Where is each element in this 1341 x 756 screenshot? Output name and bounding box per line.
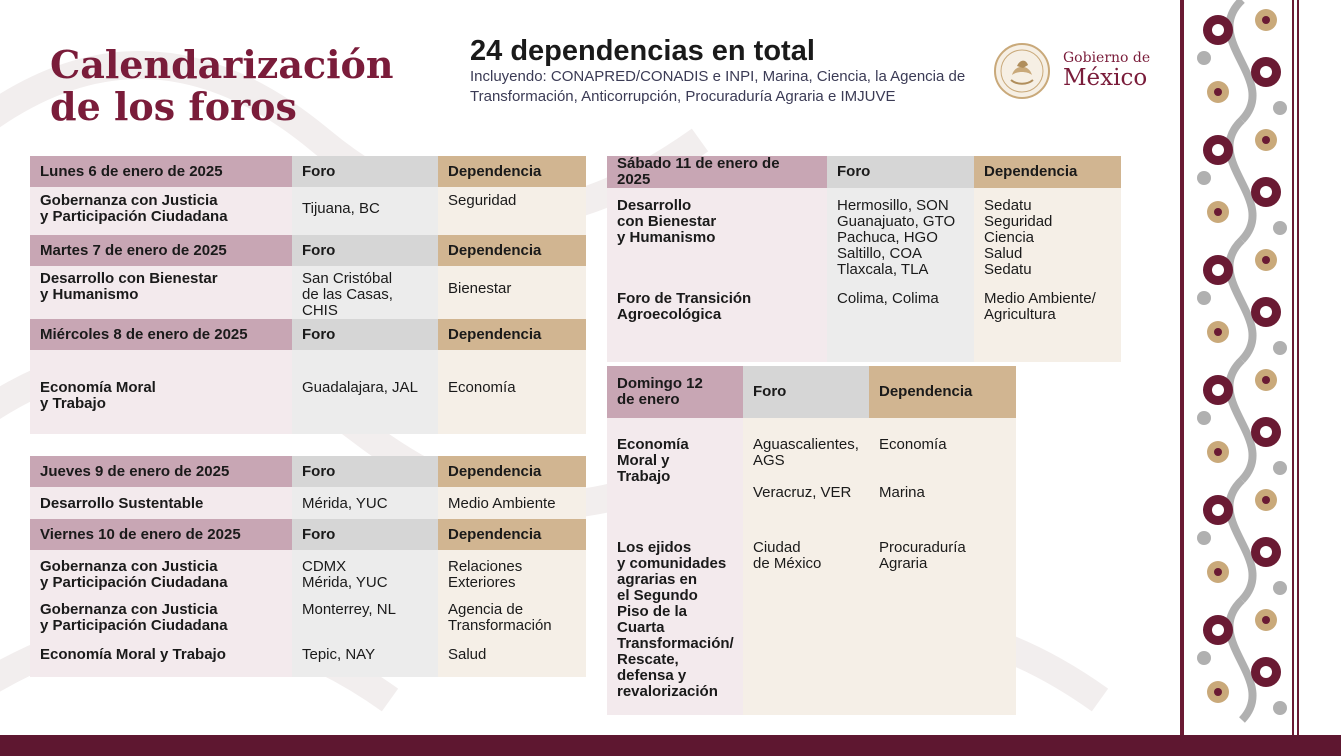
foro-header: Foro bbox=[827, 156, 974, 188]
foro-header: Foro bbox=[292, 156, 438, 187]
summary-text: Incluyendo: CONAPRED/CONADIS e INPI, Marina, Ciencia, la Agencia de Transformación, Anticorrupción, Procuraduría Agraria e IMJUVE bbox=[470, 68, 966, 105]
dependencia-header: Dependencia bbox=[438, 156, 586, 187]
schedule-table-sabado bbox=[607, 156, 1121, 362]
dependencia-cell: Seguridad bbox=[438, 187, 586, 235]
dependencia-header: Dependencia bbox=[438, 235, 586, 266]
schedule-table-left bbox=[30, 156, 586, 677]
day-header-domingo bbox=[607, 366, 1016, 418]
national-seal-icon bbox=[993, 42, 1051, 100]
foro-header: Foro bbox=[743, 366, 869, 418]
foro-cell: Guadalajara, JAL bbox=[292, 350, 438, 434]
day-header-lunes bbox=[30, 156, 586, 187]
foro-header: Foro bbox=[292, 235, 438, 266]
dependencia-header: Dependencia bbox=[438, 456, 586, 487]
day-date: Domingo 12 de enero bbox=[607, 366, 743, 418]
day-date: Martes 7 de enero de 2025 bbox=[30, 235, 292, 266]
footer-bar bbox=[0, 735, 1341, 756]
summary-heading: 24 dependencias en total bbox=[470, 35, 815, 67]
table-row bbox=[607, 291, 1121, 362]
foro-cell: Tepic, NAY bbox=[292, 644, 438, 677]
table-row bbox=[607, 418, 1016, 485]
foro-cell: CDMX Mérida, YUC bbox=[292, 550, 438, 597]
dependencia-header: Dependencia bbox=[869, 366, 1016, 418]
table-row bbox=[607, 540, 1016, 715]
tema-cell: Economía Moral y Trabajo bbox=[30, 644, 292, 677]
tema-cell: Gobernanza con Justicia y Participación Ciudadana bbox=[30, 597, 292, 644]
dependencia-header: Dependencia bbox=[438, 519, 586, 550]
day-header-miercoles bbox=[30, 319, 586, 350]
foro-cell: Ciudad de México bbox=[743, 540, 869, 715]
foro-header: Foro bbox=[292, 519, 438, 550]
logo-line-2: México bbox=[1063, 65, 1148, 91]
foro-header: Foro bbox=[292, 319, 438, 350]
tema-cell: Desarrollo Sustentable bbox=[30, 487, 292, 519]
dependencia-cell: Agencia de Transformación bbox=[438, 597, 586, 644]
day-date: Sábado 11 de enero de 2025 bbox=[607, 156, 827, 188]
foro-cell: Colima, Colima bbox=[827, 291, 974, 362]
dependencia-cell: Relaciones Exteriores bbox=[438, 550, 586, 597]
table-row bbox=[30, 266, 586, 319]
title-line-2: de los foros bbox=[50, 84, 297, 129]
foro-cell: Aguascalientes, AGS bbox=[743, 418, 869, 485]
day-date: Viernes 10 de enero de 2025 bbox=[30, 519, 292, 550]
table-row bbox=[30, 487, 586, 519]
table-row bbox=[30, 644, 586, 677]
day-header-sabado bbox=[607, 156, 1121, 188]
table-row bbox=[30, 550, 586, 597]
foro-cell: Tijuana, BC bbox=[292, 187, 438, 235]
foro-cell: Veracruz, VER bbox=[743, 485, 869, 540]
tema-cell: Desarrollo con Bienestar y Humanismo bbox=[30, 266, 292, 319]
tema-cell: Desarrollo con Bienestar y Humanismo bbox=[607, 188, 827, 291]
tema-cell: Los ejidos y comunidades agrarias en el Segundo Piso de la Cuarta Transformación/ Rescate, defensa y revalorización bbox=[607, 540, 743, 715]
tema-cell: Gobernanza con Justicia y Participación Ciudadana bbox=[30, 550, 292, 597]
foro-cell: Monterrey, NL bbox=[292, 597, 438, 644]
tema-cell: Economía Moral y Trabajo bbox=[30, 350, 292, 434]
foro-header: Foro bbox=[292, 456, 438, 487]
floral-pattern-icon bbox=[1180, 0, 1303, 735]
tema-cell bbox=[607, 485, 743, 540]
day-header-viernes bbox=[30, 519, 586, 550]
day-date: Miércoles 8 de enero de 2025 bbox=[30, 319, 292, 350]
spacer bbox=[30, 434, 586, 456]
table-row bbox=[607, 485, 1016, 540]
title-line-1: Calendarización bbox=[50, 42, 394, 87]
tema-cell: Foro de Transición Agroecológica bbox=[607, 291, 827, 362]
tema-cell: Economía Moral y Trabajo bbox=[607, 418, 743, 485]
foro-cell: San Cristóbal de las Casas, CHIS bbox=[292, 266, 438, 319]
day-header-martes bbox=[30, 235, 586, 266]
table-row bbox=[30, 597, 586, 644]
dependencia-cell: Medio Ambiente/ Agricultura bbox=[974, 291, 1121, 362]
dependencia-cell: Sedatu Seguridad Ciencia Salud Sedatu bbox=[974, 188, 1121, 291]
foro-cell: Mérida, YUC bbox=[292, 487, 438, 519]
dependencia-cell: Bienestar bbox=[438, 266, 586, 319]
day-date: Jueves 9 de enero de 2025 bbox=[30, 456, 292, 487]
decorative-border bbox=[1180, 0, 1303, 735]
table-row bbox=[607, 188, 1121, 291]
table-row bbox=[30, 187, 586, 235]
dependencia-header: Dependencia bbox=[438, 319, 586, 350]
dependencia-cell: Marina bbox=[869, 485, 1016, 540]
day-date: Lunes 6 de enero de 2025 bbox=[30, 156, 292, 187]
dependencia-header: Dependencia bbox=[974, 156, 1121, 188]
foro-cell: Hermosillo, SON Guanajuato, GTO Pachuca, HGO Saltillo, COA Tlaxcala, TLA bbox=[827, 188, 974, 291]
dependencia-cell: Economía bbox=[438, 350, 586, 434]
logo-line-1: Gobierno de bbox=[1063, 50, 1151, 66]
dependencia-cell: Medio Ambiente bbox=[438, 487, 586, 519]
schedule-table-domingo bbox=[607, 366, 1016, 715]
dependencia-cell: Salud bbox=[438, 644, 586, 677]
dependencia-cell: Procuraduría Agraria bbox=[869, 540, 1016, 715]
table-row bbox=[30, 350, 586, 434]
page-title bbox=[50, 44, 430, 128]
day-header-jueves bbox=[30, 456, 586, 487]
tema-cell: Gobernanza con Justicia y Participación Ciudadana bbox=[30, 187, 292, 235]
dependencia-cell: Economía bbox=[869, 418, 1016, 485]
gobierno-de-mexico-logo bbox=[993, 42, 1163, 100]
